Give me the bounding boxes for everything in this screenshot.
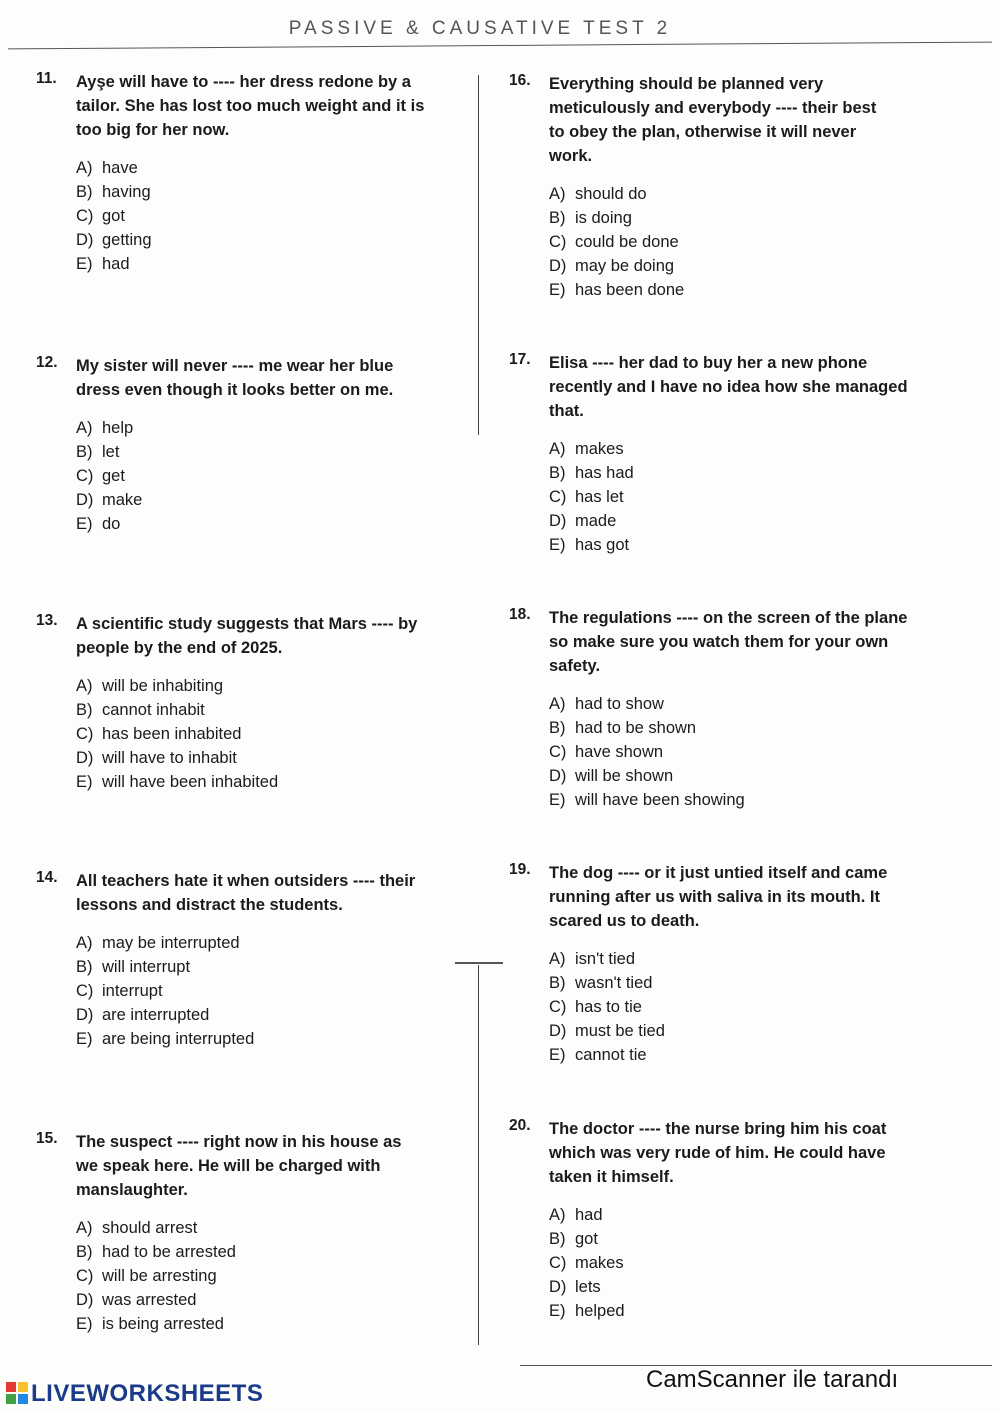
option-a[interactable]: A) isn't tied (549, 950, 636, 968)
question-stem: A scientific study suggests that Mars ---- by people by the end of 2025. (76, 615, 418, 657)
option-c[interactable]: C) has let (549, 488, 624, 506)
question-stem: The dog ---- or it just untied itself and came running after us with saliva in its mouth. It scared us to death. (549, 864, 888, 930)
question-number: 20. (509, 1117, 531, 1134)
question-number: 18. (509, 606, 531, 623)
option-b[interactable]: B) had to be shown (549, 719, 697, 737)
option-e[interactable]: E) has been done (549, 281, 685, 299)
option-a[interactable]: A) may be interrupted (76, 934, 240, 952)
option-d[interactable]: D) was arrested (76, 1291, 197, 1309)
option-c[interactable]: C) makes (549, 1254, 624, 1272)
column-divider-top (478, 75, 479, 435)
question-number: 11. (36, 70, 57, 87)
question-number: 16. (509, 72, 531, 89)
option-c[interactable]: C) will be arresting (76, 1267, 217, 1285)
liveworksheets-icon (6, 1382, 28, 1404)
option-a[interactable]: A) have (76, 159, 138, 177)
header-rule (8, 42, 992, 50)
question-19 (509, 861, 929, 1067)
option-a[interactable]: A) will be inhabiting (76, 677, 224, 695)
option-c[interactable]: C) interrupt (76, 982, 163, 1000)
option-a[interactable]: A) should arrest (76, 1219, 198, 1237)
center-mark (455, 962, 503, 964)
option-b[interactable]: B) wasn't tied (549, 974, 653, 992)
option-d[interactable]: D) make (76, 491, 143, 509)
scanner-watermark: CamScanner ile tarandı (646, 1366, 899, 1393)
liveworksheets-logo[interactable] (6, 1380, 263, 1408)
question-13 (36, 612, 426, 794)
option-e[interactable]: E) had (76, 255, 130, 273)
question-number: 17. (509, 351, 531, 368)
option-c[interactable]: C) get (76, 467, 125, 485)
option-d[interactable]: D) will be shown (549, 767, 674, 785)
option-e[interactable]: E) helped (549, 1302, 625, 1320)
option-d[interactable]: D) made (549, 512, 617, 530)
question-11 (36, 70, 426, 276)
option-a[interactable]: A) had (549, 1206, 603, 1224)
question-17 (509, 351, 909, 557)
question-number: 14. (36, 869, 58, 886)
question-14 (36, 869, 456, 1051)
question-stem: The doctor ---- the nurse bring him his coat which was very rude of him. He could have taken it himself. (549, 1120, 887, 1186)
option-e[interactable]: E) will have been inhabited (76, 773, 279, 791)
option-d[interactable]: D) may be doing (549, 257, 675, 275)
logo-text: LIVEWORKSHEETS (31, 1380, 264, 1407)
option-b[interactable]: B) having (76, 183, 151, 201)
option-d[interactable]: D) are interrupted (76, 1006, 210, 1024)
question-12 (36, 354, 426, 536)
option-a[interactable]: A) help (76, 419, 134, 437)
option-b[interactable]: B) has had (549, 464, 634, 482)
test-title: PASSIVE & CAUSATIVE TEST 2 (288, 18, 672, 39)
option-c[interactable]: C) has been inhabited (76, 725, 242, 743)
option-b[interactable]: B) will interrupt (76, 958, 191, 976)
question-stem: Elisa ---- her dad to buy her a new phone recently and I have no idea how she managed that. (549, 354, 908, 420)
option-d[interactable]: D) will have to inhabit (76, 749, 237, 767)
option-e[interactable]: E) will have been showing (549, 791, 745, 809)
option-a[interactable]: A) should do (549, 185, 647, 203)
option-e[interactable]: E) is being arrested (76, 1315, 224, 1333)
option-d[interactable]: D) must be tied (549, 1022, 665, 1040)
question-16 (509, 72, 889, 302)
option-a[interactable]: A) had to show (549, 695, 664, 713)
question-stem: The suspect ---- right now in his house as we speak here. He will be charged with manslaughter. (76, 1133, 402, 1199)
page-header (0, 18, 1000, 40)
option-c[interactable]: C) could be done (549, 233, 679, 251)
option-c[interactable]: C) has to tie (549, 998, 642, 1016)
option-c[interactable]: C) have shown (549, 743, 664, 761)
question-20 (509, 1117, 929, 1323)
option-a[interactable]: A) makes (549, 440, 624, 458)
option-d[interactable]: D) getting (76, 231, 152, 249)
option-e[interactable]: E) cannot tie (549, 1046, 647, 1064)
question-stem: Ayşe will have to ---- her dress redone by a tailor. She has lost too much weight and it is too big for her now. (76, 73, 425, 139)
question-stem: Everything should be planned very meticulously and everybody ---- their best to obey the plan, otherwise it will never work. (549, 75, 877, 165)
question-stem: My sister will never ---- me wear her blue dress even though it looks better on me. (76, 357, 394, 399)
option-d[interactable]: D) lets (549, 1278, 601, 1296)
option-b[interactable]: B) got (549, 1230, 598, 1248)
question-number: 12. (36, 354, 58, 371)
option-b[interactable]: B) cannot inhabit (76, 701, 205, 719)
question-stem: All teachers hate it when outsiders ---- their lessons and distract the students. (76, 872, 416, 914)
option-c[interactable]: C) got (76, 207, 125, 225)
question-15 (36, 1130, 416, 1336)
option-b[interactable]: B) is doing (549, 209, 632, 227)
option-e[interactable]: E) are being interrupted (76, 1030, 255, 1048)
option-b[interactable]: B) let (76, 443, 120, 461)
option-b[interactable]: B) had to be arrested (76, 1243, 236, 1261)
option-e[interactable]: E) has got (549, 536, 630, 554)
question-18 (509, 606, 909, 812)
question-stem: The regulations ---- on the screen of the plane so make sure you watch them for your own safety. (549, 609, 908, 675)
question-number: 19. (509, 861, 531, 878)
question-number: 13. (36, 612, 58, 629)
column-divider-bottom (478, 965, 479, 1345)
option-e[interactable]: E) do (76, 515, 121, 533)
question-number: 15. (36, 1130, 58, 1147)
